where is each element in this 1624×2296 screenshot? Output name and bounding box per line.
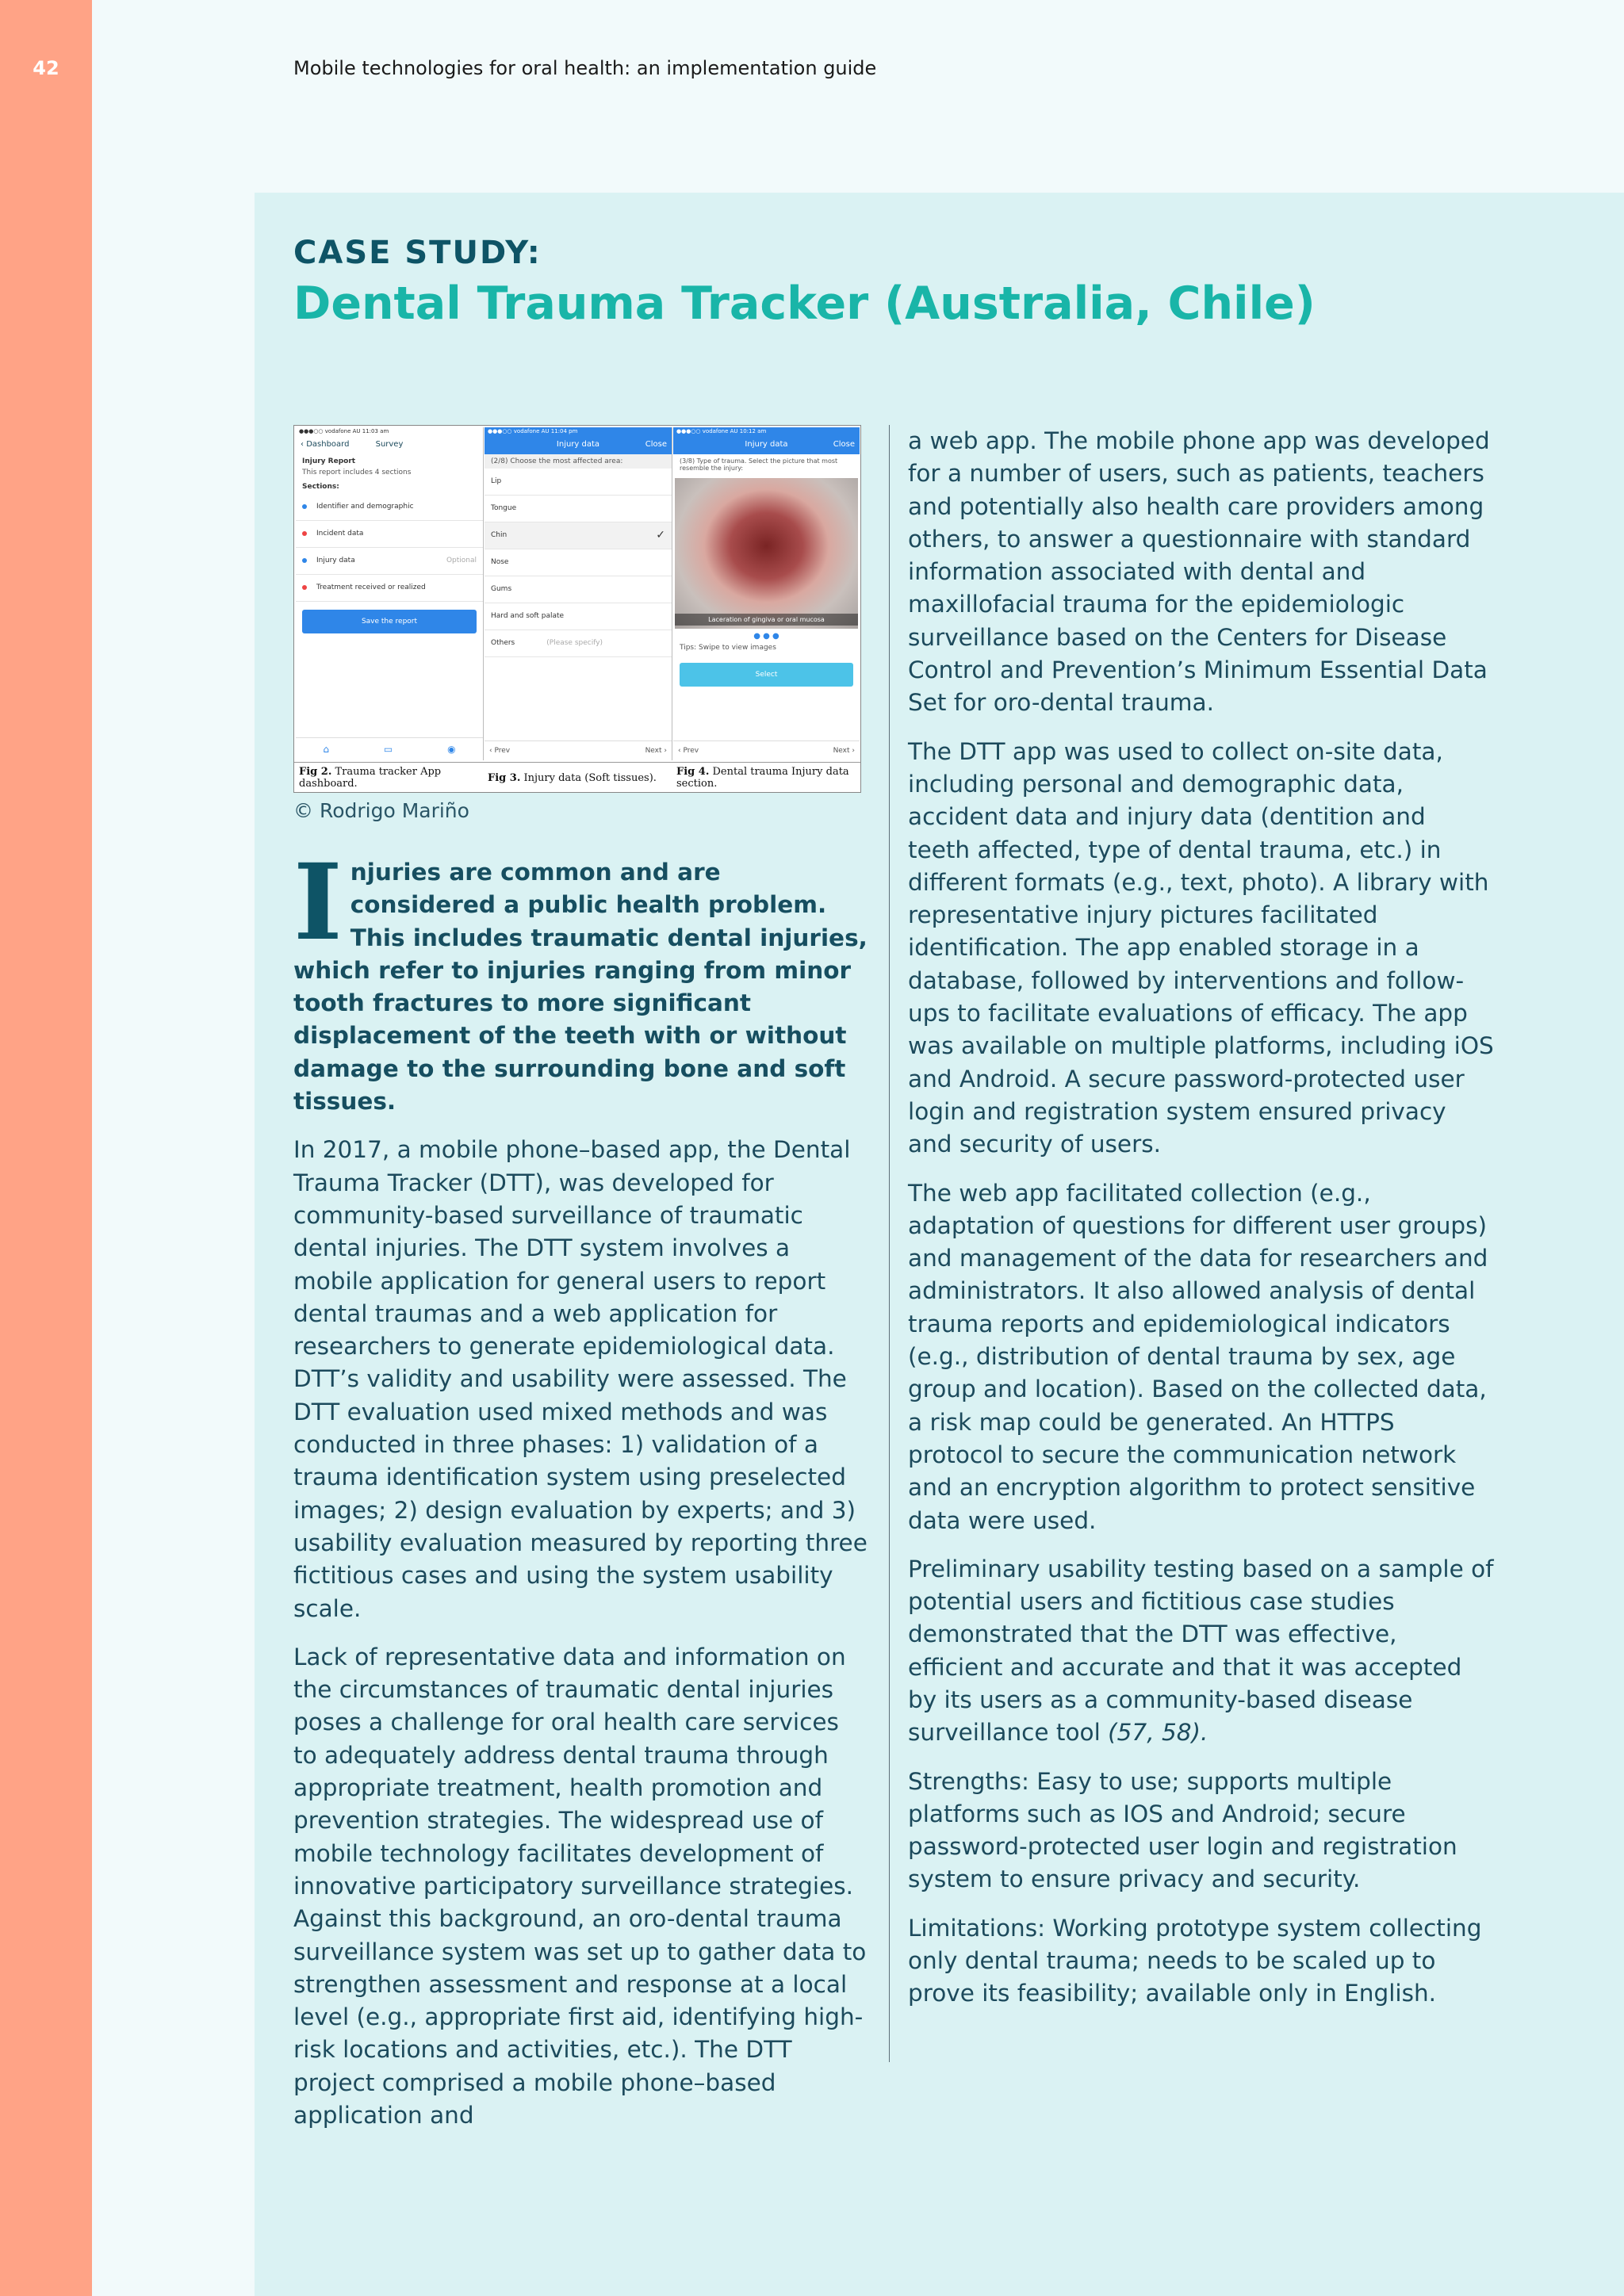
case-study-title: Dental Trauma Tracker (Australia, Chile) <box>293 277 1316 330</box>
status-bar: ●●●○○ vodafone AU 11:04 pm <box>485 427 672 435</box>
section-row[interactable]: Injury data Optional <box>296 548 483 575</box>
nav-bar <box>673 435 860 454</box>
body-paragraph: Lack of representative data and information on the circumstances of traumatic dental injuries poses a challenge for oral health care services to adequately address dental trauma through appropriate treatment, health promotion and prevention strategies. The widespread use of mobile technology facilitates development of innovative participatory surveillance strategies. Against this background, an oro-dental trauma surveillance system was set up to gather data to strengthen assessment and response at a local level (e.g., appropriate first aid, identifying high-risk locations and activities, etc.). The DTT project comprised a mobile phone–based application and <box>293 1643 867 2129</box>
photo-caption: Laceration of gingiva or oral mucosa <box>675 614 858 626</box>
status-dot-icon <box>302 558 307 563</box>
figure-caption: Fig 2. Trauma tracker App dashboard. <box>299 766 442 790</box>
question-prompt: (2/8) Choose the most affected area: <box>485 454 672 469</box>
tab-account[interactable]: ◉ <box>447 744 456 755</box>
option-row[interactable]: Others (Please specify) <box>485 630 672 657</box>
screen-dashboard <box>296 427 484 760</box>
section-row[interactable]: Identifier and demographic <box>296 494 483 521</box>
status-dot-icon <box>302 504 307 509</box>
close-link[interactable]: Close <box>645 440 667 449</box>
figure-caption: Fig 3. Injury data (Soft tissues). <box>488 771 657 784</box>
section-row[interactable]: Incident data <box>296 521 483 548</box>
nav-title: Injury data <box>556 440 600 449</box>
figure-captions <box>294 762 860 793</box>
option-row[interactable]: Tongue <box>485 496 672 522</box>
figure-caption: Fig 4. Dental trauma Injury data section. <box>676 766 849 790</box>
status-dot-icon <box>302 531 307 536</box>
body-paragraph: The web app facilitated collection (e.g., adaptation of questions for different user groups) and management of the data for researchers and administrators. It also allowed analysis of dental trauma reports and epidemiological indicators (e.g., distribution of dental trauma by sex, age group and location). Based on the collected data, a risk map could be generated. An HTTPS protocol to secure the communication network and an encryption algorithm to protect sensitive data were used. <box>908 1179 1488 1534</box>
report-subtitle: This report includes 4 sections <box>302 469 412 476</box>
checkmark-icon: ✓ <box>656 529 665 541</box>
pager-bar <box>485 740 672 760</box>
case-study-label: CASE STUDY: <box>293 235 542 271</box>
sections-label: Sections: <box>302 483 339 491</box>
option-row[interactable]: Hard and soft palate <box>485 603 672 630</box>
app-screenshots-figure <box>293 425 861 793</box>
report-title: Injury Report <box>302 457 356 465</box>
body-paragraph: The DTT app was used to collect on-site data, including personal and demographic data, accident data and injury data (dentition and teeth affected, type of dental trauma, etc.) in different formats (e.g., text, photo). A library with representative injury pictures facilitated identification. The app enabled storage in a database, followed by interventions and follow-ups to facilitate evaluations of efficacy. The app was available on multiple platforms, including iOS and Android. A secure password-protected user login and registration system ensured privacy and security of users. <box>908 737 1494 1158</box>
select-button[interactable]: Select <box>680 663 853 687</box>
running-head: Mobile technologies for oral health: an implementation guide <box>293 57 877 79</box>
prev-button[interactable]: ‹ Prev <box>678 747 699 755</box>
photo-credit: © Rodrigo Mariño <box>293 799 469 822</box>
back-link[interactable]: ‹ Dashboard <box>301 440 350 449</box>
pager-bar <box>673 740 860 760</box>
nav-bar <box>296 435 483 454</box>
next-button[interactable]: Next › <box>645 747 667 755</box>
tab-dashboard[interactable]: ⌂ <box>323 744 330 755</box>
question-prompt: (3/8) Type of trauma. Select the picture that most resemble the injury: <box>680 457 838 472</box>
prev-button[interactable]: ‹ Prev <box>489 747 511 755</box>
close-link[interactable]: Close <box>833 440 855 449</box>
citation-reference: (57, 58). <box>1108 1719 1208 1747</box>
screen-soft-tissues <box>485 427 672 760</box>
right-column <box>908 425 1495 2026</box>
left-column <box>293 841 868 2148</box>
option-row-selected[interactable]: Chin ✓ <box>485 522 672 549</box>
strengths-paragraph: Strengths: Easy to use; supports multiple platforms such as IOS and Android; secure password-protected user login and registration system to ensure privacy and security. <box>908 1767 1457 1893</box>
next-button[interactable]: Next › <box>833 747 855 755</box>
status-bar: ●●●○○ vodafone AU 11:03 am <box>299 428 389 434</box>
nav-title: Injury data <box>745 440 788 449</box>
lead-paragraph: Injuries are common and are considered a public health problem. This includes traumatic dental injuries, which refer to injuries ranging from minor tooth fractures to more significant displacement of the teeth with or without damage to the surrounding bone and soft tissues. <box>293 841 868 1115</box>
screen-dental-trauma <box>673 427 860 760</box>
status-dot-icon <box>302 585 307 590</box>
option-row[interactable]: Nose <box>485 549 672 576</box>
status-bar: ●●●○○ vodafone AU 10:12 am <box>673 427 860 435</box>
nav-bar <box>485 435 672 454</box>
body-paragraph: a web app. The mobile phone app was developed for a number of users, such as patients, teachers and potentially also health care providers among others, to answer a questionnaire with standard information associated with dental and maxillofacial trauma for the epidemiologic surveillance based on the Centers for Disease Control and Prevention’s Minimum Essential Data Set for oro-dental trauma. <box>908 427 1490 717</box>
section-row[interactable]: Treatment received or realized <box>296 575 483 602</box>
page-number: 42 <box>33 57 59 79</box>
option-row[interactable]: Lip <box>485 469 672 496</box>
column-divider <box>889 425 890 2062</box>
body-paragraph: Preliminary usability testing based on a sample of potential users and fictitious case studies demonstrated that the DTT was effective, efficient and accurate and that it was accepted by its users as a community-based disease surveillance tool (57, 58). <box>908 1555 1494 1747</box>
option-row[interactable]: Gums <box>485 576 672 603</box>
drop-cap: I <box>293 841 343 964</box>
limitations-paragraph: Limitations: Working prototype system collecting only dental trauma; needs to be scaled up to prove its feasibility; available only in English. <box>908 1914 1482 2007</box>
nav-title: Survey <box>375 440 404 449</box>
tips-text: Tips: Swipe to view images <box>680 644 776 652</box>
tab-my-reports[interactable]: ▭ <box>383 744 393 755</box>
tab-bar <box>296 737 483 760</box>
side-color-bar <box>0 0 92 2296</box>
injury-photo[interactable] <box>675 478 858 629</box>
body-paragraph: In 2017, a mobile phone–based app, the Dental Trauma Tracker (DTT), was developed for community-based surveillance of traumatic dental injuries. The DTT system involves a mobile application for general users to report dental traumas and a web application for researchers to generate epidemiological data. DTT’s validity and usability were assessed. The DTT evaluation used mixed methods and was conducted in three phases: 1) validation of a trauma identification system using preselected images; 2) design evaluation by experts; and 3) usability evaluation measured by reporting three fictitious cases and using the system usability scale. <box>293 1136 868 1622</box>
save-report-button[interactable]: Save the report <box>302 610 477 633</box>
page-dots-icon: ● ● ● <box>753 632 779 641</box>
